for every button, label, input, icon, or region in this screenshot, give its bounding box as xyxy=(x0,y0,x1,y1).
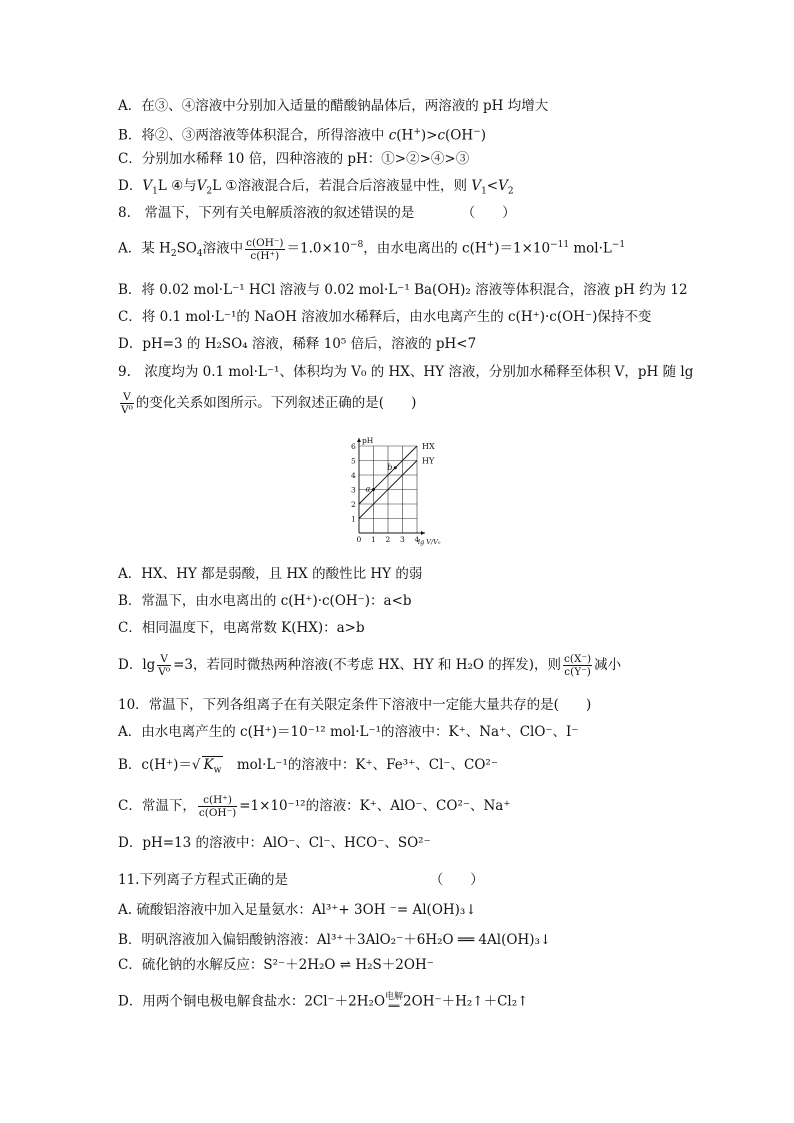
q8-a-rest: ，由水电离出的 c(H xyxy=(363,240,487,257)
q9-d-end: 减小 xyxy=(594,657,622,673)
q9-stem-line1: 9. 浓度均为 0.1 mol·L⁻¹、体积均为 V₀ 的 HX、HY 溶液，分别加水稀释至体积 V，pH 随 lg xyxy=(118,364,694,380)
q11-d-condition xyxy=(385,992,403,1012)
q7-b-oh: (OH xyxy=(445,127,474,144)
q9-option-a: A．HX、HY 都是弱酸，且 HX 的酸性比 HY 的弱 xyxy=(118,566,423,582)
q11-stem: 11.下列离子方程式正确的是 （ ） xyxy=(118,872,484,888)
q9-d-fden: c(Y⁻) xyxy=(564,666,591,678)
q10-c-fraction xyxy=(198,794,237,819)
q8-a-num: c(OH⁻) xyxy=(246,236,284,249)
x-tick-label: 2 xyxy=(385,535,391,544)
q11-d-eq-sign: ══ xyxy=(388,1002,400,1012)
q11-d-cond-text: 电解 xyxy=(385,992,404,1002)
q9-option-b: B．常温下，由水电离出的 c(H⁺)·c(OH⁻)：a<b xyxy=(118,593,412,609)
q7-d-mid: L ④与 xyxy=(157,178,197,194)
q10-option-b xyxy=(118,756,498,780)
q8-option-a xyxy=(118,236,625,263)
q9-option-c: C．相同温度下，电离常数 K(HX)：a>b xyxy=(118,620,365,636)
q7-d-rest: L ①溶液混合后，若混合后溶液显中性，则 xyxy=(212,178,472,194)
q10-option-a: A．由水电离产生的 c(H⁺)＝10⁻¹² mol·L⁻¹的溶液中：K⁺、Na⁺、ClO⁻、I⁻ xyxy=(118,724,579,740)
q8-a-pre: A．某 H xyxy=(118,240,171,257)
q11-d-pre: D．用两个铜电极电解食盐水：2Cl⁻＋2H₂O xyxy=(118,993,386,1010)
point-label-a: a xyxy=(365,484,371,494)
q7-d-v1: V xyxy=(142,178,153,194)
q7-d-pre: D． xyxy=(118,178,143,194)
q10-b-w: w xyxy=(213,765,222,776)
q7-option-c: C．分别加水稀释 10 倍，四种溶液的 pH：①>②>④>③ xyxy=(118,151,470,167)
q7-d-s3: 1 xyxy=(481,186,487,197)
q10-b-k: K xyxy=(203,757,214,773)
q9-d-fraction2 xyxy=(563,653,592,678)
q7-d-s4: 2 xyxy=(507,186,514,197)
q7-b-c2: c xyxy=(437,127,446,144)
q7-b-sup2: − xyxy=(473,127,481,137)
q8-a-mid: SO xyxy=(176,240,197,257)
q7-b-c: c xyxy=(388,127,397,144)
q7-b-close: ) xyxy=(480,127,486,144)
q8-a-rest2: )＝1×10 xyxy=(494,240,551,257)
point-label-b: b xyxy=(387,462,393,472)
q10-c-den: c(OH⁻) xyxy=(198,807,237,819)
q10-c-rest: =1×10⁻¹²的溶液：K⁺、AlO⁻、CO²⁻、Na⁺ xyxy=(239,798,511,814)
q10-b-sqrt: √ $K_w$ xyxy=(191,757,222,776)
series-label-hy: HY xyxy=(422,456,435,466)
q11-option-c: C．硫化钠的水解反应：S²⁻＋2H₂O ⇌ H₂S＋2OH⁻ xyxy=(118,957,434,973)
q7-b-h: (H xyxy=(396,127,414,144)
q7-option-d xyxy=(118,177,514,201)
y-tick-label: 1 xyxy=(351,514,356,524)
point-a xyxy=(372,488,375,491)
q8-a-mid2: 溶液中 xyxy=(202,240,244,257)
q7-d-s2: 2 xyxy=(206,186,213,197)
y-tick-label: 5 xyxy=(351,456,356,466)
q8-stem: 8. 常温下，下列有关电解质溶液的叙述错误的是 （ ） xyxy=(118,205,516,221)
q8-option-c: C．将 0.1 mol·L⁻¹的 NaOH 溶液加水稀释后，由水电离产生的 c(H⁺)·c(OH⁻)保持不变 xyxy=(118,309,652,325)
q8-a-exp: −8 xyxy=(349,240,364,250)
q9-stem-text: 的变化关系如图所示。下列叙述正确的是( ) xyxy=(135,395,417,411)
q7-d-lt: < xyxy=(486,178,499,194)
q9-d-fnum: c(X⁻) xyxy=(564,653,592,665)
q7-b-sup: + xyxy=(413,127,421,137)
q8-a-exp2: −11 xyxy=(550,240,570,250)
q9-d-pre: D．lg xyxy=(118,657,156,673)
q8-a-unit: mol·L xyxy=(569,240,612,257)
q8-option-b: B．将 0.02 mol·L⁻¹ HCl 溶液与 0.02 mol·L⁻¹ Ba(OH)₂ 溶液等体积混合，溶液 pH 约为 12 xyxy=(118,282,688,298)
q11-option-a: A. 硫酸铝溶液中加入足量氨水：Al³⁺+ 3OH ⁻= Al(OH)₃↓ xyxy=(118,902,477,918)
q10-b-rest: mol·L⁻¹的溶液中：K⁺、Fe³⁺、Cl⁻、CO²⁻ xyxy=(223,757,498,773)
q9-d-num: V xyxy=(157,653,171,666)
q8-a-eq: ＝1.0×10 xyxy=(286,240,350,257)
q9-d-fraction xyxy=(157,653,171,678)
q7-d-v4: V xyxy=(498,178,508,194)
x-axis-arrow xyxy=(421,531,425,535)
q10-option-d: D．pH=13 的溶液中：AlO⁻、Cl⁻、HCO⁻、SO²⁻ xyxy=(118,835,431,851)
q8-a-sup: + xyxy=(486,240,495,250)
y-axis-arrow xyxy=(357,438,361,442)
q7-d-s1: 1 xyxy=(152,186,158,197)
q7-d-v3: V xyxy=(471,178,482,194)
x-tick-label: 0 xyxy=(356,535,362,544)
q8-a-sub2: 4 xyxy=(196,249,203,260)
y-tick-label: 2 xyxy=(351,500,356,509)
q9-stem-den: V⁰ xyxy=(121,404,133,416)
ph-dilution-chart xyxy=(345,435,450,555)
q7-option-a: A．在③、④溶液中分别加入适量的醋酸钠晶体后，两溶液的 pH 均增大 xyxy=(118,98,549,114)
x-tick-label: 3 xyxy=(400,535,405,544)
x-tick-label: 1 xyxy=(371,535,376,544)
q8-a-exp3: −1 xyxy=(611,240,626,250)
q10-c-pre: C．常温下， xyxy=(118,798,196,814)
q8-a-den: c(H⁺) xyxy=(250,249,280,262)
q11-option-d xyxy=(118,992,528,1012)
q9-d-mid: =3，若同时微热两种溶液(不考虑 HX、HY 和 H₂O 的挥发)，则 xyxy=(173,657,562,673)
q9-option-d xyxy=(118,653,621,678)
q9-stem-fraction xyxy=(120,391,134,416)
x-axis-label: lg V/V₀ xyxy=(418,538,441,546)
series-label-hx: HX xyxy=(422,442,435,451)
q10-option-c xyxy=(118,794,510,819)
q7-option-b xyxy=(118,123,486,145)
y-tick-label: 3 xyxy=(351,485,356,495)
y-tick-label: 4 xyxy=(351,471,356,480)
q8-a-sub: 2 xyxy=(170,249,177,260)
q10-c-num: c(H⁺) xyxy=(198,794,237,807)
q8-option-d: D．pH=3 的 H₂SO₄ 溶液，稀释 10⁵ 倍后，溶液的 pH<7 xyxy=(118,336,477,352)
y-axis-label: pH xyxy=(362,436,374,445)
q10-stem: 10．常温下，下列各组离子在有关限定条件下溶液中一定能大量共存的是( ) xyxy=(118,697,592,713)
point-b xyxy=(394,466,397,469)
q11-option-b: B．明矾溶液加入偏铝酸钠溶液：Al³⁺＋3AlO₂⁻＋6H₂O ══ 4Al(OH)₃↓ xyxy=(118,932,552,948)
x-tick-label: 4 xyxy=(414,535,420,544)
q11-d-rest: 2OH⁻＋H₂↑＋Cl₂↑ xyxy=(403,993,529,1010)
q7-b-text: B．将②、③两溶液等体积混合，所得溶液中 xyxy=(118,127,389,144)
q10-b-pre: B．c(H⁺)＝ xyxy=(118,757,192,773)
y-tick-label: 6 xyxy=(351,442,356,451)
q8-a-fraction xyxy=(245,237,284,262)
q7-d-v2: V xyxy=(196,178,207,194)
q7-b-gt: )> xyxy=(420,127,438,144)
q9-stem-line2 xyxy=(118,391,416,416)
q9-stem-num: V xyxy=(120,391,134,404)
q9-d-den: V⁰ xyxy=(158,666,171,678)
